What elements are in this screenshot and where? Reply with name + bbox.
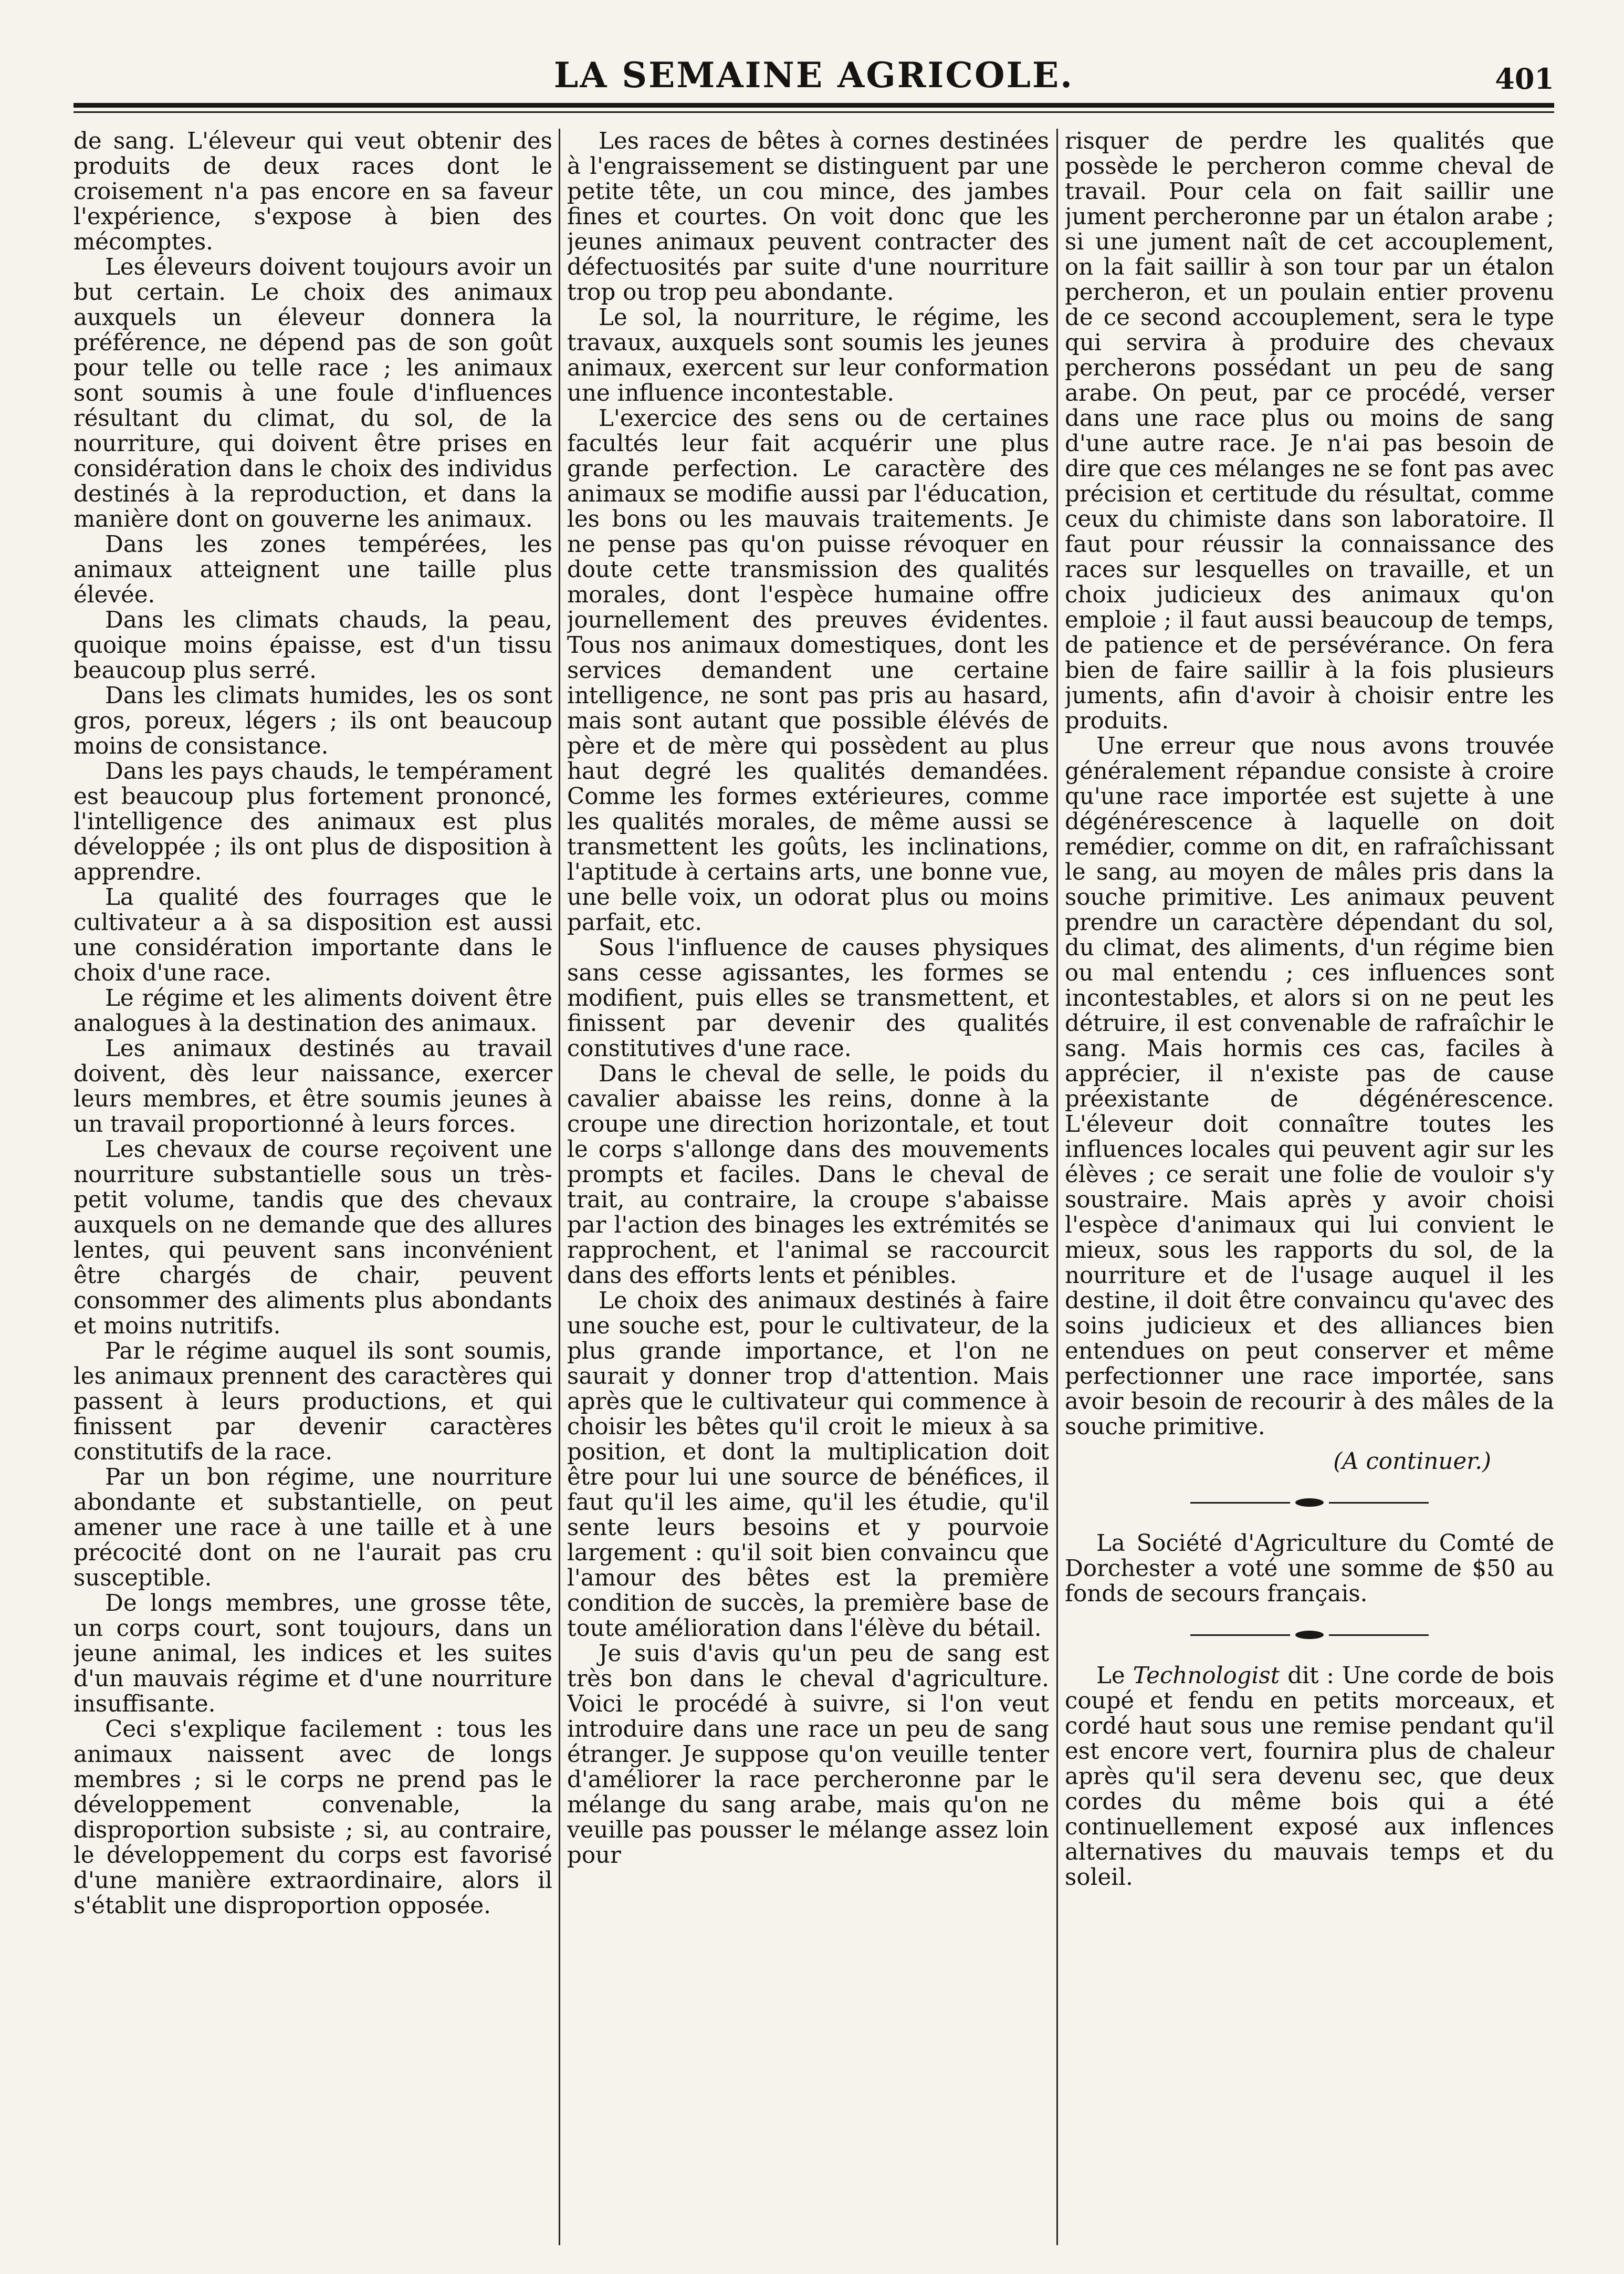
- ornamental-divider: [1065, 1631, 1554, 1639]
- paragraph: Le régime et les aliments doivent être analogues à la destination des animaux.: [74, 985, 552, 1037]
- column-2: [567, 129, 1049, 2245]
- column-3: [1065, 129, 1554, 2245]
- paragraph: Le sol, la nourriture, le régime, les travaux, auxquels sont soumis les jeunes animaux, exercent sur leur conformation une influence incontestable.: [567, 305, 1049, 406]
- paragraph: Les animaux destinés au travail doivent, dès leur naissance, exercer leurs membres, et être soumis jeunes à un travail proportionné à leurs forces.: [74, 1036, 552, 1138]
- paragraph: Ceci s'explique facilement : tous les animaux naissent avec de longs membres ; si le corps ne prend pas le développement convenable, la disproportion subsiste ; si, au contraire, le développement du corps est favorisé d'une manière extraordinaire, alors il s'établit une disproportion opposée.: [74, 1716, 552, 1919]
- column-divider-1: [559, 129, 560, 2245]
- paragraph: Dans les zones tempérées, les animaux atteignent une taille plus élevée.: [74, 531, 552, 608]
- paragraph: L'exercice des sens ou de certaines facultés leur fait acquérir une plus grande perfection. Le caractère des animaux se modifie aussi par l'éducation, les bons ou les mauvais traitements. Je ne pense pas qu'on puisse révoquer en doute cette transmission des qualités morales, dont l'espèce humaine offre journellement des preuves évidentes. Tous nos animaux domestiques, dont les services demandent une certaine intelligence, ne sont pas pris au hasard, mais sont autant que possible élévés de père et de mère qui possèdent au plus haut degré les qualités demandées. Comme les formes extérieures, comme les qualités morales, de même aussi se transmettent les goûts, les inclinations, l'aptitude à certains arts, une bonne vue, une belle voix, un odorat plus ou moins parfait, etc.: [567, 405, 1049, 936]
- paragraph: Par un bon régime, une nourriture abondante et substantielle, on peut amener une race à une taille et à une précocité dont on ne l'aurait pas cru susceptible.: [74, 1464, 552, 1591]
- tech-text: dit : Une corde de bois coupé et fendu en petits morceaux, et cordé haut sous une remise pendant qu'il est encore vert, fournira plus de chaleur après qu'il sera devenu sec, que deux cordes du même bois qui a été continuellement exposé aux inflences alternatives du mauvais temps et du soleil.: [1065, 1663, 1554, 1891]
- paragraph: Les races de bêtes à cornes destinées à l'engraissement se distinguent par une petite tête, un cou mince, des jambes fines et courtes. On voit donc que les jeunes animaux peuvent contracter des défectuosités par suite d'une nourriture trop ou trop peu abondante.: [567, 129, 1049, 306]
- technologist-paragraph: [1065, 1663, 1554, 1890]
- technologist-title: Technologist: [1133, 1663, 1280, 1689]
- paragraph: Dans les climats chauds, la peau, quoique moins épaisse, est d'un tissu beaucoup plus serré.: [74, 607, 552, 684]
- paragraph: Les éleveurs doivent toujours avoir un but certain. Le choix des animaux auxquels un éleveur donnera la préférence, ne dépend pas de son goût pour telle ou telle race ; les animaux sont soumis à une foule d'influences résultant du climat, du sol, de la nourriture, qui doivent être prises en considération dans le choix des individus destinés à la reproduction, et dans la manière dont on gouverne les animaux.: [74, 254, 552, 533]
- paragraph: Dans les climats humides, les os sont gros, poreux, légers ; ils ont beaucoup moins de consistance.: [74, 683, 552, 759]
- continuation-note: (A continuer.): [1333, 1448, 1491, 1475]
- paragraph: risquer de perdre les qualités que possède le percheron comme cheval de travail. Pour cela on fait saillir une jument percheronne par un étalon arabe ; si une jument naît de cet accouplement, on la fait saillir à son tour par un étalon percheron, et un poulain entier provenu de ce second accouplement, sera le type qui servira à produire des chevaux percherons possédant un peu de sang arabe. On peut, par ce procédé, verser dans une race plus ou moins de sang d'une autre race. Je n'ai pas besoin de dire que ces mélanges ne se font pas avec précision et certitude du résultat, comme ceux du chimiste dans son laboratoire. Il faut pour réussir la connaissance des races sur lesquelles on travaille, et un choix judicieux des animaux qu'on emploie ; il faut aussi beaucoup de temps, de patience et de persévérance. On fera bien de faire saillir à la fois plusieurs juments, afin d'avoir à choisir entre les produits.: [1065, 129, 1554, 734]
- tech-prefix: Le: [1096, 1663, 1125, 1689]
- page-number: 401: [1495, 62, 1554, 96]
- paragraph: Dans les pays chauds, le tempérament est beaucoup plus fortement prononcé, l'intelligence des animaux est plus développée ; ils ont plus de disposition à apprendre.: [74, 758, 552, 885]
- header-rule-thin: [74, 111, 1554, 113]
- paragraph: Par le régime auquel ils sont soumis, les animaux prennent des caractères qui passent à leurs productions, et qui finissent par devenir caractères constitutifs de la race.: [74, 1338, 552, 1465]
- paragraph: Dans le cheval de selle, le poids du cavalier abaisse les reins, donne à la croupe une direction horizontale, et tout le corps s'allonge dans des mouvements prompts et faciles. Dans le cheval de trait, au contraire, la croupe s'abaisse par l'action des binages les extrémités se rapprochent, et l'animal se raccourcit dans des efforts lents et pénibles.: [567, 1061, 1049, 1289]
- paragraph: Sous l'influence de causes physiques sans cesse agissantes, les formes se modifient, puis elles se transmettent, et finissent par devenir des qualités constitutives d'une race.: [567, 935, 1049, 1062]
- paragraph: Les chevaux de course reçoivent une nourriture substantielle sous un très-petit volume, tandis que des chevaux auxquels on ne demande que des allures lentes, qui peuvent sans inconvénient être chargés de chair, peuvent consommer des aliments plus abondants et moins nutritifs.: [74, 1136, 552, 1339]
- paragraph: Une erreur que nous avons trouvée généralement répandue consiste à croire qu'une race importée est sujette à une dégénérescence à laquelle on doit remédier, comme on dit, en rafraîchissant le sang, au moyen de mâles pris dans la souche primitive. Les animaux peuvent prendre un caractère dépendant du sol, du climat, des aliments, d'un régime bien ou mal entendu ; ces influences sont incontestables, et alors si on ne peut les détruire, il est convenable de rafraîchir le sang. Mais hormis ces cas, faciles à apprécier, il n'existe pas de cause préexistante de dégénérescence. L'éleveur doit connaître toutes les influences locales qui peuvent agir sur les élèves ; ce serait une folie de vouloir s'y soustraire. Mais après y avoir choisi l'espèce d'animaux qui lui convient le mieux, sous les rapports du sol, de la nourriture et de l'usage auquel il les destine, il doit être convaincu qu'avec des soins judicieux et des alliances bien entendues on peut conserver et même perfectionner une race importée, sans avoir besoin de recourir à des mâles de la souche primitive.: [1065, 733, 1554, 1440]
- header-rule-thick: [74, 103, 1554, 108]
- paragraph: Le choix des animaux destinés à faire une souche est, pour le cultivateur, de la plus grande importance, et l'on ne saurait y donner trop d'attention. Mais après que le cultivateur qui commence à choisir les bêtes qu'il croit le mieux à sa position, et dont la multiplication doit être pour lui une source de bénéfices, il faut qu'il les aime, qu'il les étudie, qu'il sente leurs besoins et y pourvoie largement : qu'il soit bien convaincu que l'amour des bêtes est la première condition de succès, la première base de toute amélioration dans l'élève du bétail.: [567, 1288, 1049, 1642]
- ornamental-divider: [1065, 1498, 1554, 1507]
- paragraph: De longs membres, une grosse tête, un corps court, sont toujours, dans un jeune animal, les indices et les suites d'un mauvais régime et d'une nourriture insuffisante.: [74, 1590, 552, 1717]
- newspaper-title: LA SEMAINE AGRICOLE.: [553, 55, 1074, 96]
- column-1: [74, 129, 552, 2245]
- paragraph: Je suis d'avis qu'un peu de sang est très bon dans le cheval d'agriculture. Voici le procédé à suivre, si l'on veut introduire dans une race un peu de sang étranger. Je suppose qu'on veuille tenter d'améliorer la race percheronne par le mélange du sang arabe, mais qu'on ne veuille pas pousser le mélange assez loin pour: [567, 1641, 1049, 1869]
- column-divider-2: [1056, 129, 1058, 2245]
- paragraph: La qualité des fourrages que le cultivateur a à sa disposition est aussi une considération importante dans le choix d'une race.: [74, 884, 552, 986]
- masthead: [74, 47, 1554, 105]
- paragraph: de sang. L'éleveur qui veut obtenir des produits de deux races dont le croisement n'a pas encore en sa faveur l'expérience, s'expose à bien des mécomptes.: [74, 129, 552, 255]
- notice-paragraph: La Société d'Agriculture du Comté de Dorchester a voté une somme de $50 au fonds de secours français.: [1065, 1530, 1554, 1607]
